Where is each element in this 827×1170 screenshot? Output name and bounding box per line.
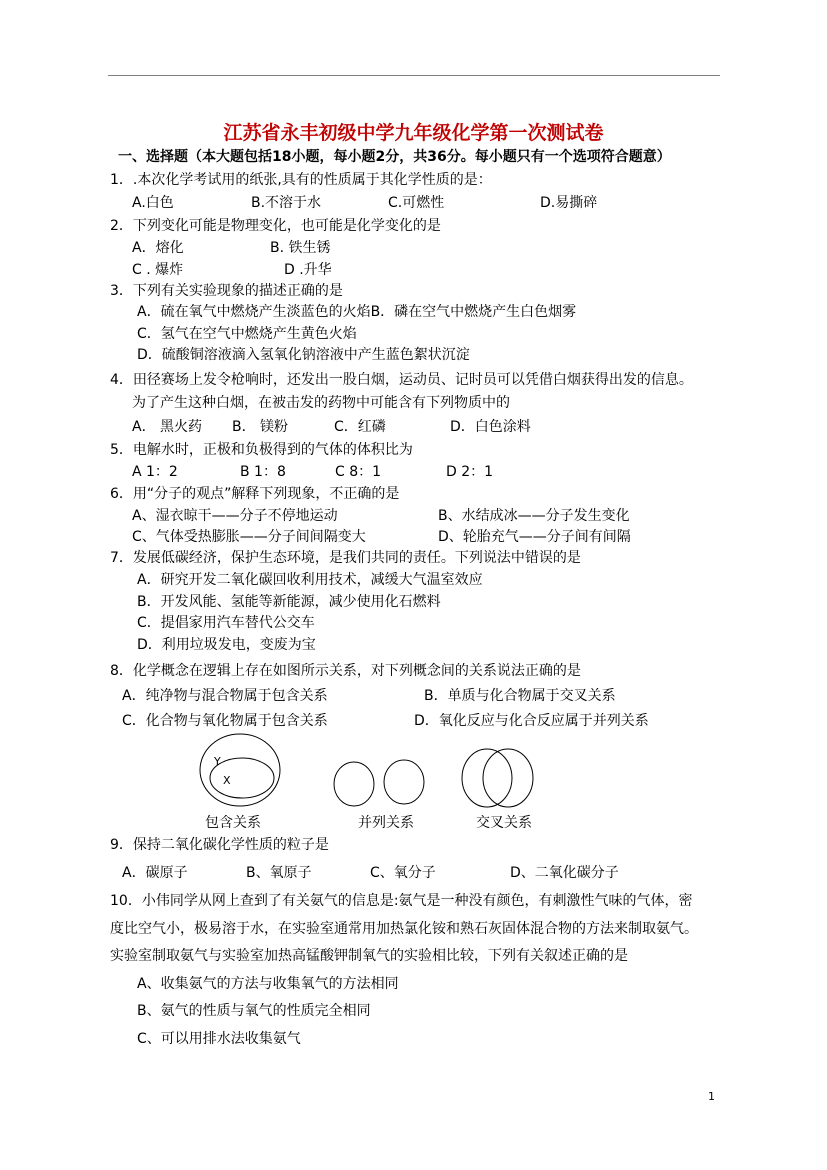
q10-option-c: C、可以用排水法收集氨气 [137,1031,301,1047]
cross-relation-label: 交叉关系 [476,815,532,831]
q2-option-d: D .升华 [284,262,332,278]
q2-option-a: A．熔化 [132,240,184,256]
q8-option-b: B．单质与化合物属于交叉关系 [424,688,616,704]
q3-option-d: D．硫酸铜溶液滴入氢氧化钠溶液中产生蓝色絮状沉淀 [137,347,470,363]
page-number: 1 [708,1090,715,1103]
contain-relation-label: 包含关系 [205,815,261,831]
q7-stem: 7．发展低碳经济，保护生态环境，是我们共同的责任。下列说法中错误的是 [110,550,581,566]
q8-option-a: A．纯净物与混合物属于包含关系 [122,688,328,704]
q3-option-ab: A．硫在氧气中燃烧产生淡蓝色的火焰B．磷在空气中燃烧产生白色烟雾 [137,304,577,320]
q5-stem: 5．电解水时，正极和负极得到的气体的体积比为 [110,442,413,458]
q2-stem: 2．下列变化可能是物理变化，也可能是化学变化的是 [110,218,441,234]
q2-option-c: C . 爆炸 [132,262,184,278]
parallel-relation-diagram [334,760,424,806]
q10-option-b: B、氨气的性质与氧气的性质完全相同 [137,1003,371,1019]
header-rule [108,75,720,76]
q4-option-d: D．白色涂料 [450,419,531,435]
q6-option-c: C、气体受热膨胀——分子间间隔变大 [132,529,366,545]
q5-option-c: C 8：1 [335,464,382,480]
q10-option-a: A、收集氨气的方法与收集氧气的方法相同 [137,976,399,992]
x-label: X [223,774,231,787]
q6-stem: 6．用“分子的观点”解释下列现象，不正确的是 [110,486,400,502]
parallel-relation-label: 并列关系 [358,815,414,831]
q2-option-b: B. 铁生锈 [270,240,331,256]
q1-option-c: C.可燃性 [388,195,445,211]
q6-option-a: A、湿衣晾干——分子不停地运动 [132,508,338,524]
q10-stem-line1: 10．小伟同学从网上查到了有关氨气的信息是:氨气是一种没有颜色，有刺激性气味的气体，密 [110,893,693,909]
q3-option-c: C．氢气在空气中燃烧产生黄色火焰 [137,326,357,342]
q7-option-b: B．开发风能、氢能等新能源，减少使用化石燃料 [137,594,441,610]
q9-stem: 9．保持二氧化碳化学性质的粒子是 [110,837,329,853]
q8-option-d: D．氧化反应与化合反应属于并列关系 [414,713,649,729]
q4-stem-line1: 4．田径赛场上发令枪响时，还发出一股白烟，运动员、记时员可以凭借白烟获得出发的信息。 [110,372,693,388]
q5-option-a: A 1：2 [132,464,178,480]
q9-option-b: B、氧原子 [246,865,312,881]
q1-option-a: A.白色 [132,195,174,211]
parallel-circle-left [334,762,374,806]
parallel-circle-right [384,760,424,804]
q6-option-d: D、轮胎充气——分子间有间隔 [438,529,631,545]
q1-option-b: B.不溶于水 [251,195,322,211]
q4-option-b: B． 镁粉 [232,419,289,435]
q8-option-c: C．化合物与氧化物属于包含关系 [122,713,328,729]
q5-option-b: B 1：8 [240,464,286,480]
q7-option-d: D．利用垃圾发电，变废为宝 [137,637,316,653]
q9-option-c: C、氧分子 [370,865,436,881]
q1-option-d: D.易撕碎 [540,195,598,211]
contain-relation-diagram [200,734,280,806]
q7-option-a: A．研究开发二氧化碳回收利用技术，减缓大气温室效应 [137,572,483,588]
q4-option-c: C．红磷 [334,419,386,435]
q4-option-a: A． 黑火药 [132,419,203,435]
q8-stem: 8．化学概念在逻辑上存在如图所示关系，对下列概念间的关系说法正确的是 [110,663,581,679]
section-heading: 一、选择题（本大题包括18小题，每小题2分，共36分。每小题只有一个选项符合题意） [118,149,671,165]
page-title: 江苏省永丰初级中学九年级化学第一次测试卷 [223,122,604,144]
q1-stem: 1．.本次化学考试用的纸张,具有的性质属于其化学性质的是： [110,172,492,188]
q5-option-d: D 2：1 [446,464,494,480]
cross-circle-left [462,749,512,807]
q10-stem-line2: 度比空气小，极易溶于水，在实验室通常用加热氯化铵和熟石灰固体混合物的方法来制取氨气。 [110,921,698,937]
q4-stem-line2: 为了产生这种白烟，在被击发的药物中可能含有下列物质中的 [132,395,510,411]
q3-stem: 3．下列有关实验现象的描述正确的是 [110,283,343,299]
q7-option-c: C．提倡家用汽车替代公交车 [137,615,315,631]
y-label: Y [214,755,221,768]
cross-circle-right [483,749,533,807]
q9-option-d: D、二氧化碳分子 [510,865,619,881]
concept-relation-diagram [190,728,550,808]
q10-stem-line3: 实验室制取氨气与实验室加热高锰酸钾制氧气的实验相比较，下列有关叙述正确的是 [110,948,628,964]
q9-option-a: A．碳原子 [122,865,188,881]
cross-relation-diagram [462,749,533,807]
q6-option-b: B、水结成冰——分子发生变化 [438,508,630,524]
